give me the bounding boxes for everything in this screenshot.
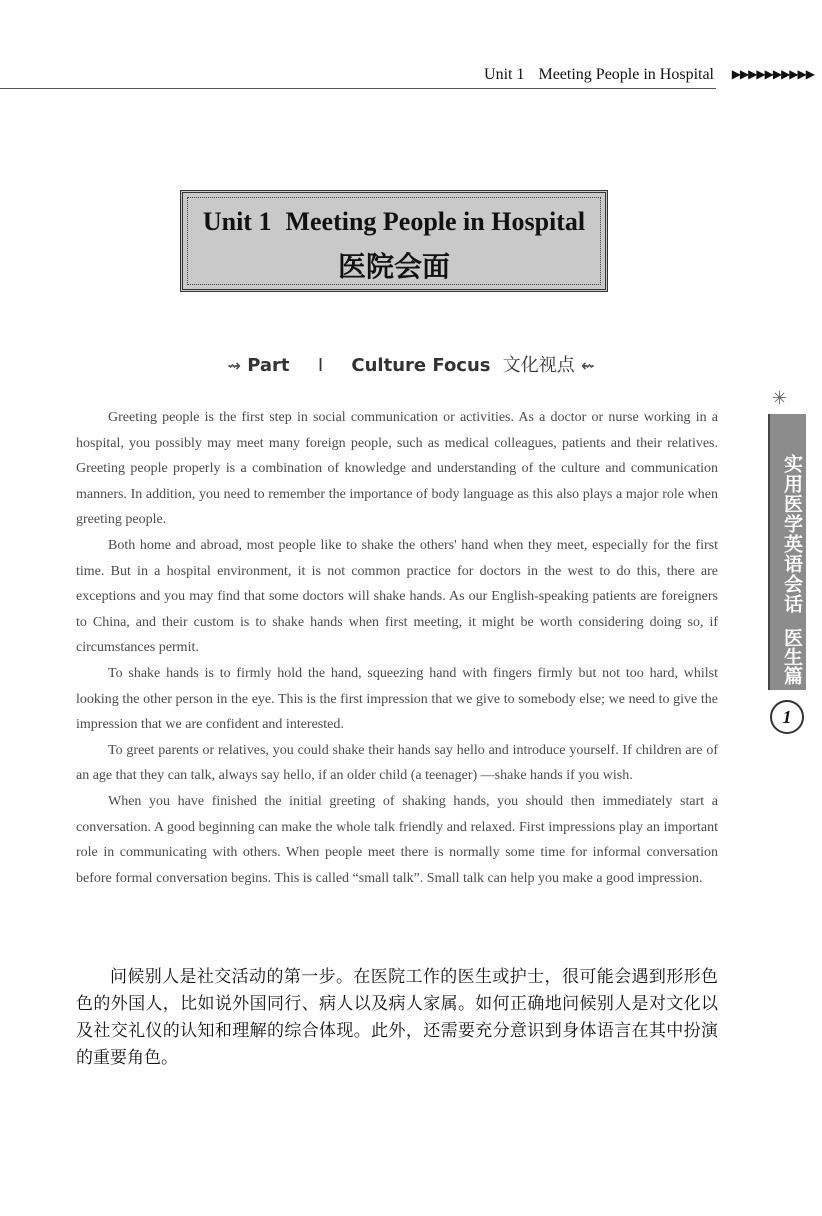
running-header bbox=[0, 64, 822, 90]
book-title-vertical: 实用医学英语会话 bbox=[781, 454, 803, 614]
chinese-summary: 问候别人是社交活动的第一步。在医院工作的医生或护士，很可能会遇到形形色色的外国人，比如说外国同行、病人以及病人家属。如何正确地问候别人是对文化以及社交礼仪的认知和理解的综合体现。此外，还需要充分意识到身体语言在其中扮演的重要角色。 bbox=[76, 967, 718, 1068]
running-header-title bbox=[484, 66, 714, 84]
left-ornament-icon: ⇝ bbox=[227, 356, 241, 375]
part-title-zh: 文化视点 bbox=[502, 355, 575, 376]
paragraph: To shake hands is to firmly hold the hand, squeezing hand with fingers firmly but not too hard, whilst looking the other person in the eye. This is the first impression that we give to somebody else; we need to give the impression that we are confident and interested. bbox=[76, 665, 718, 733]
paragraph: Both home and abroad, most people like to shake the others' hand when they meet, especially for the first time. But in a hospital environment, it is not common practice for doctors in the west to do this, there are exceptions and you may find that some doctors will shake hands. As our English-speaking patients are foreigners to China, and their custom is to shake hands when first meeting, it might be worth considering doing so, if circumstances permit. bbox=[76, 537, 718, 656]
paragraph: To greet parents or relatives, you could shake their hands say hello and introduce yourself. If children are of an age that they can talk, always say hello, if an older child (a teenager) —shake hands if you wish. bbox=[76, 742, 718, 784]
unit-title-box bbox=[180, 190, 608, 292]
part-label: Part bbox=[247, 355, 290, 376]
side-tab bbox=[762, 388, 810, 748]
book-volume-vertical: 医生篇 bbox=[781, 628, 803, 685]
header-unit: Unit 1 bbox=[484, 66, 525, 83]
unit-number: Unit 1 bbox=[202, 207, 272, 236]
page-number: 1 bbox=[770, 700, 804, 734]
side-tab-bar bbox=[768, 414, 806, 690]
unit-title-en bbox=[183, 207, 605, 237]
part-title: Culture Focus bbox=[351, 355, 491, 376]
english-body bbox=[76, 405, 718, 891]
spark-icon: ✳ bbox=[772, 388, 788, 409]
right-ornament-icon: ⇜ bbox=[581, 356, 595, 375]
paragraph: When you have finished the initial greeting of shaking hands, you should then immediately start a conversation. A good beginning can make the whole talk friendly and relaxed. First impressions play an important role in communicating with others. When people meet there is normally some time for informal conversation before formal conversation begins. This is called “small talk”. Small talk can help you make a good impression. bbox=[76, 793, 718, 886]
paragraph: Greeting people is the first step in social communication or activities. As a doctor or nurse working in a hospital, you possibly may meet many foreign people, such as medical colleagues, patients and their relatives. Greeting people properly is a combination of knowledge and understanding of the culture and communication manners. In addition, you need to remember the importance of body language as this also plays a major role when greeting people. bbox=[76, 410, 718, 528]
header-rule bbox=[0, 88, 716, 89]
unit-title-zh: 医院会面 bbox=[337, 250, 450, 283]
header-title: Meeting People in Hospital bbox=[538, 66, 714, 83]
part-heading bbox=[0, 351, 822, 377]
part-number: Ⅰ bbox=[317, 355, 324, 376]
header-arrows-icon: ▶▶▶▶▶▶▶▶▶▶ bbox=[731, 67, 814, 81]
unit-title: Meeting People in Hospital bbox=[285, 207, 586, 236]
